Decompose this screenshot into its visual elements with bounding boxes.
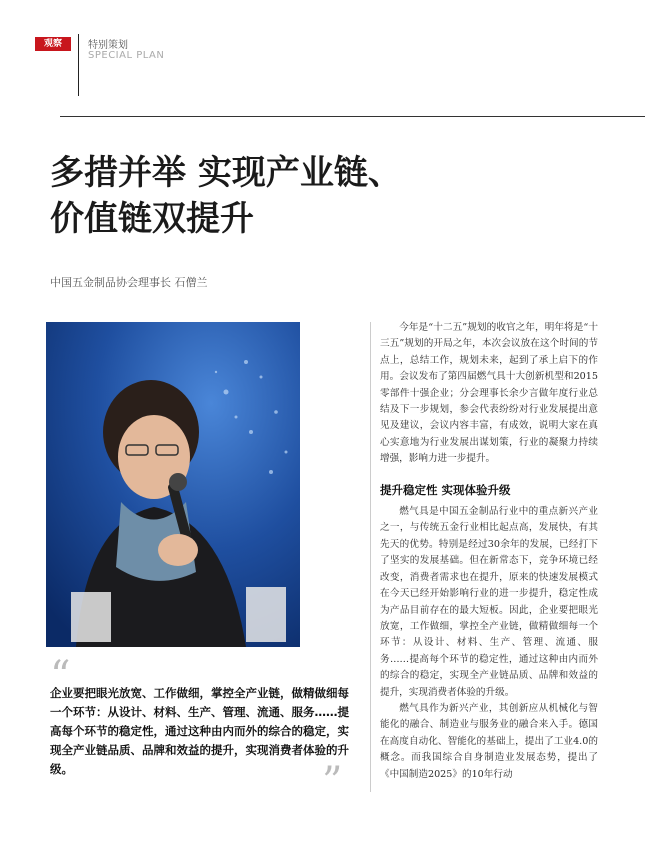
pull-quote: 企业要把眼光放宽、工作做细，掌控全产业链，做精做细每一个环节：从设计、材料、生产、管理、流通、服务……提高每个环节的稳定性，通过这种由内而外的综合的稳定，实现全产业链品质、品牌和效益的提升，实现消费者体验的升级。 bbox=[50, 686, 349, 776]
body-paragraph-1: 今年是“十二五”规划的收官之年，明年将是“十三五”规划的开局之年，本次会议放在这个时间的节点上，总结工作，规划未来，起到了承上启下的作用。会议发布了第四届燃气具十大创新机型和2015零部件十强企业；分会理事长余少言做年度行业总结及下一步规划，参会代表纷纷对行业发展提出意见及建议，会议内容丰富，有成效，说明大家在真心实意地为行业发展出谋划策，行业的凝聚力持续增强，影响力进一步提升。 bbox=[380, 322, 598, 465]
title-line-2: 价值链双提升 bbox=[50, 199, 254, 239]
body-paragraph-2: 燃气具是中国五金制品行业中的重点新兴产业之一，与传统五金行业相比起点高，发展快，有其先天的优势。特别是经过30余年的发展，已经打下了坚实的发展基础。但在新常态下，竞争环境已经改变，消费者需求也在提升，原来的快速发展模式在今天已经开始影响行业的进一步提升，稳定性成为产品目前存在的最大短板。因此，企业要把眼光放宽，工作做细，掌控全产业链，做精做细每一个环节：从设计、材料、生产、管理、流通、服务……提高每个环节的稳定性，通过这种由内而外的综合的稳定，实现全产业链品质、品牌和效益的提升，实现消费者体验的升级。 bbox=[380, 506, 598, 698]
section-name: 特别策划 bbox=[88, 40, 128, 51]
quote-open-icon: “ bbox=[50, 653, 71, 699]
author-byline: 中国五金制品协会理事长 石僧兰 bbox=[50, 276, 208, 289]
column-divider bbox=[370, 322, 371, 792]
quote-close-icon: ” bbox=[322, 759, 343, 805]
speaker-photo bbox=[46, 322, 300, 647]
article-body bbox=[380, 320, 598, 783]
section-subhead: 提升稳定性 实现体验升级 bbox=[380, 482, 511, 497]
header-divider bbox=[78, 34, 79, 96]
header-rule bbox=[60, 116, 645, 117]
section-name-en: SPECIAL PLAN bbox=[88, 50, 165, 61]
title-line-1: 多措并举 实现产业链、 bbox=[50, 153, 402, 193]
article-title bbox=[50, 150, 610, 242]
section-badge: 观察 bbox=[35, 37, 71, 51]
body-paragraph-3: 燃气具作为新兴产业，其创新应从机械化与智能化的融合、制造业与服务业的融合来入手。德国在高度自动化、智能化的基础上，提出了工业4.0的概念。而我国综合自身制造业发展态势，提出了《中国制造2025》的10年行动 bbox=[380, 702, 598, 780]
